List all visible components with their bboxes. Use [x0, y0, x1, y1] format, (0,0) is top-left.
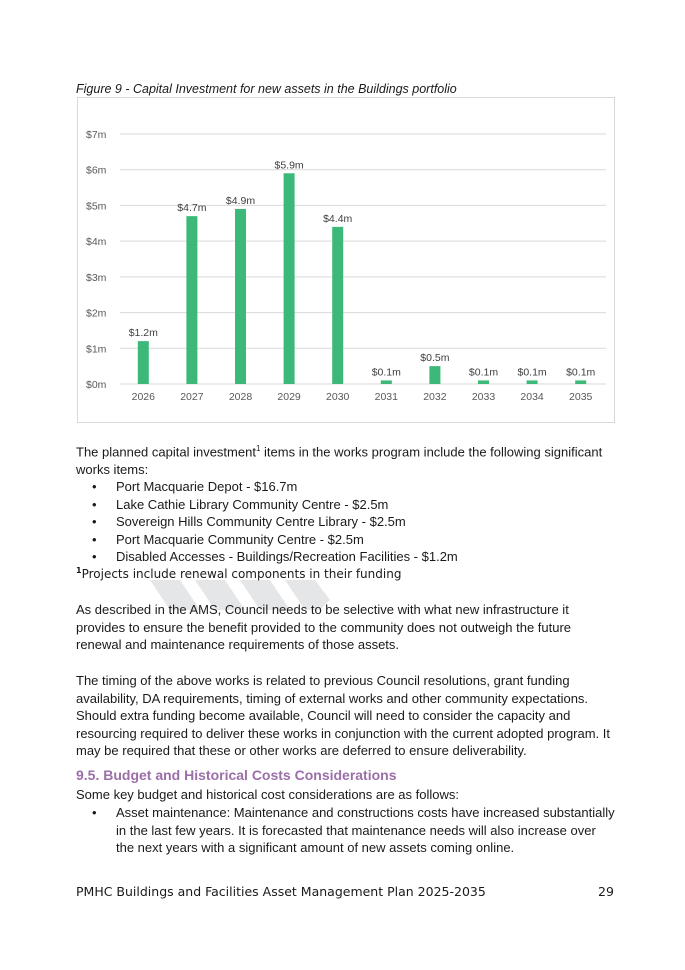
x-tick-label: 2035 [569, 391, 593, 403]
bar [332, 227, 343, 384]
bullet-icon: • [92, 531, 97, 547]
footer-title: PMHC Buildings and Facilities Asset Management Plan 2025-2035 [76, 884, 486, 899]
y-tick-label: $2m [86, 307, 107, 320]
bar [575, 380, 586, 384]
data-label: $0.1m [566, 366, 596, 379]
list-item [76, 548, 616, 566]
list-item [76, 496, 616, 514]
capital-investment-chart [77, 97, 615, 423]
footnote-ref: 1 [255, 444, 261, 453]
y-tick-label: $5m [86, 200, 107, 213]
section-heading: 9.5. Budget and Historical Costs Considerations [76, 767, 397, 783]
x-tick-label: 2031 [374, 391, 398, 403]
footnote-text: Projects include renewal components in their funding [81, 567, 402, 581]
bullet-icon: • [92, 496, 97, 512]
list-item-text: Sovereign Hills Community Centre Library - $2.5m [116, 514, 406, 529]
bullet-icon: • [92, 805, 97, 820]
x-tick-label: 2028 [228, 391, 253, 403]
data-label: $4.9m [225, 195, 256, 207]
list-item-text: Port Macquarie Depot - $16.7m [116, 479, 298, 494]
footnote-mark: 1 [76, 566, 82, 575]
bar [381, 380, 392, 384]
budget-items-list [76, 804, 616, 857]
list-item [76, 531, 616, 549]
list-item [76, 513, 616, 531]
bar [186, 216, 197, 384]
timing-paragraph: The timing of the above works is related to previous Council resolutions, grant funding availability, DA requirements, timing of external works and other community expectations. Should extra funding become available, Council will need to consider the capacity and resourcing required to deliver these works in conjunction with the current adopted program. It may be required that these or other works are deferred to ensure deliverability. [76, 673, 611, 758]
y-tick-label: $0m [86, 379, 107, 391]
y-tick-label: $6m [86, 164, 107, 177]
x-tick-label: 2030 [326, 391, 350, 403]
bar [138, 341, 149, 384]
list-item [76, 804, 616, 857]
intro-text: The planned capital investment [76, 444, 256, 460]
section-intro: Some key budget and historical cost considerations are as follows: [76, 787, 459, 802]
data-label: $0.5m [420, 352, 450, 365]
data-label: $4.4m [323, 212, 353, 225]
y-tick-label: $3m [86, 271, 107, 284]
x-tick-label: 2029 [277, 391, 301, 403]
list-item-text: Port Macquarie Community Centre - $2.5m [116, 531, 364, 547]
list-item [76, 478, 616, 496]
ams-paragraph: As described in the AMS, Council needs to be selective with what new infrastructure it provides to ensure the benefit provided to the community does not outweigh the future renewal and maintenance requirements of those assets. [76, 602, 572, 652]
x-tick-label: 2026 [131, 391, 155, 403]
footnote [76, 566, 401, 581]
bar [429, 366, 440, 384]
x-tick-label: 2034 [520, 391, 544, 403]
works-items-list [76, 478, 616, 566]
chart-svg [78, 98, 616, 424]
data-label: $5.9m [274, 159, 304, 172]
intro-paragraph [76, 440, 616, 478]
figure-caption: Figure 9 - Capital Investment for new assets in the Buildings portfolio [76, 82, 457, 96]
list-item-text: Lake Cathie Library Community Centre - $2.5m [116, 496, 389, 512]
list-item-text: Asset maintenance: Maintenance and constructions costs have increased substantially in the last few years. It is forecasted that maintenance needs will also increase over the next years with a significant amount of new assets coming online. [116, 805, 615, 855]
x-tick-label: 2032 [423, 391, 447, 403]
intro-text-rest: items in the works program include the following significant works items: [76, 444, 603, 477]
x-tick-label: 2033 [471, 391, 496, 403]
bullet-icon: • [92, 549, 97, 564]
data-label: $0.1m [371, 366, 401, 379]
data-label: $1.2m [128, 327, 158, 340]
x-tick-label: 2027 [180, 391, 204, 403]
list-item-text: Disabled Accesses - Buildings/Recreation Facilities - $1.2m [116, 549, 458, 564]
bar [284, 173, 295, 384]
y-tick-label: $7m [86, 129, 107, 141]
y-tick-label: $1m [86, 343, 107, 356]
y-tick-label: $4m [86, 236, 107, 249]
data-label: $4.7m [177, 202, 207, 215]
bar [235, 209, 246, 384]
bar [478, 380, 489, 384]
data-label: $0.1m [468, 366, 499, 379]
bar [527, 380, 538, 384]
data-label: $0.1m [517, 366, 547, 379]
bullet-icon: • [92, 514, 97, 529]
bullet-icon: • [92, 479, 97, 494]
page-number: 29 [598, 884, 614, 899]
